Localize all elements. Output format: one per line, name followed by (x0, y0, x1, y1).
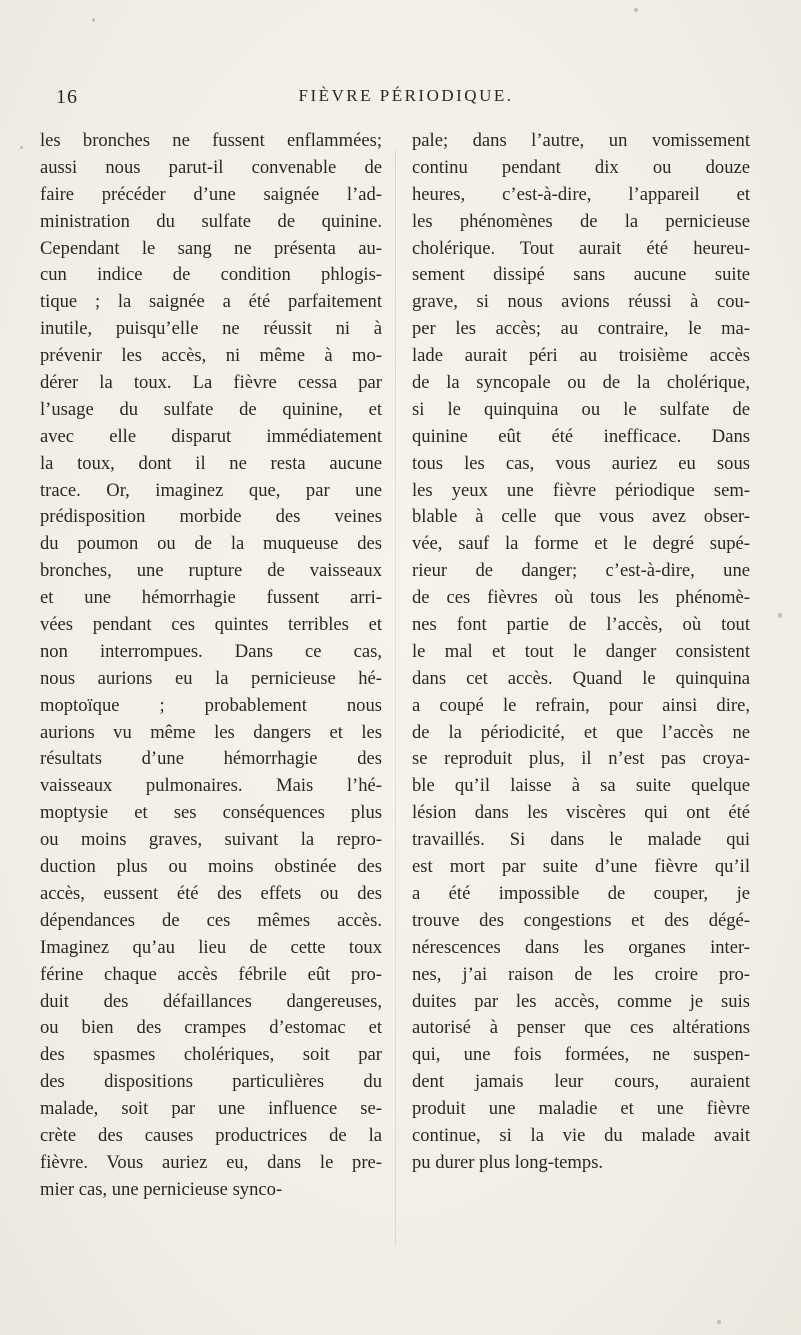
text-line: travaillés. Si dans le malade qui (412, 829, 750, 851)
text-line: pale; dans l’autre, un vomissement (412, 130, 750, 151)
text-line: inutile, puisqu’elle ne réussit ni à (40, 318, 382, 340)
text-line: et une hémorrhagie fussent arri- (40, 587, 382, 609)
text-line: accès, eussent été des effets ou des (40, 882, 382, 904)
text-line: cun indice de condition phlogis- (40, 264, 382, 286)
text-line: dépendances de ces mêmes accès. (40, 909, 382, 931)
text-line: avec elle disparut immédiatement (40, 425, 382, 447)
text-line: de la syncopale ou de la cholérique, (412, 372, 750, 394)
text-line: a été impossible de couper, je (412, 882, 750, 904)
text-line: ou moins graves, suivant la repro- (40, 829, 382, 851)
paper-speck (20, 146, 23, 149)
running-title: FIÈVRE PÉRIODIQUE. (298, 86, 514, 105)
text-line: nes, j’ai raison de les croire pro- (412, 963, 750, 985)
paper-speck (634, 8, 638, 12)
text-line: per les accès; au contraire, le ma- (412, 318, 750, 340)
text-line: dent jamais leur cours, auraient (412, 1071, 750, 1093)
text-line: non interrompues. Dans ce cas, (40, 640, 382, 662)
text-line: duites par les accès, comme je suis (412, 990, 750, 1012)
text-line: lésion dans les viscères qui ont été (412, 802, 750, 824)
text-line: sement dissipé sans aucune suite (412, 264, 750, 286)
text-line: ou bien des crampes d’estomac et (40, 1017, 382, 1039)
text-line: de ces fièvres où tous les phénomè- (412, 587, 750, 609)
text-line: rieur de danger; c’est-à-dire, une (412, 560, 750, 582)
text-line: nous aurions eu la pernicieuse hé- (40, 667, 382, 689)
text-line: autorisé à penser que ces altérations (412, 1017, 750, 1039)
text-line: résultats d’une hémorrhagie des (40, 748, 382, 770)
text-line: prédisposition morbide des veines (40, 506, 382, 528)
text-line: ministration du sulfate de quinine. (40, 210, 382, 232)
text-line: aurions vu même les dangers et les (40, 721, 382, 743)
text-line: tique ; la saignée a été parfaitement (40, 291, 382, 313)
text-line: grave, si nous avions réussi à cou- (412, 291, 750, 313)
text-line: vées pendant ces quintes terribles et (40, 614, 382, 636)
text-line: le mal et tout le danger consistent (412, 640, 750, 662)
text-line: des dispositions particulières du (40, 1071, 382, 1093)
text-line: duction plus ou moins obstinée des (40, 856, 382, 878)
text-line: se reproduit plus, il n’est pas croya- (412, 748, 750, 770)
text-line: a coupé le refrain, pour ainsi dire, (412, 694, 750, 716)
text-column-right (412, 128, 750, 1177)
text-line: la toux, dont il ne resta aucune (40, 452, 382, 474)
running-head (56, 86, 756, 116)
text-line: malade, soit par une influence se- (40, 1098, 382, 1120)
text-line: dérer la toux. La fièvre cessa par (40, 372, 382, 394)
text-line: heures, c’est-à-dire, l’appareil et (412, 183, 750, 205)
text-line: nes font partie de l’accès, où tout (412, 614, 750, 636)
text-line: fièvre. Vous auriez eu, dans le pre- (40, 1151, 382, 1173)
text-line: trace. Or, imaginez que, par une (40, 479, 382, 501)
text-line: de la périodicité, et que l’accès ne (412, 721, 750, 743)
text-line: ble qu’il laisse à sa suite quelque (412, 775, 750, 797)
text-line: nérescences dans les organes inter- (412, 936, 750, 958)
text-line: si le quinquina ou le sulfate de (412, 398, 750, 420)
text-line: est mort par suite d’une fièvre qu’il (412, 856, 750, 878)
text-line: Cependant le sang ne présenta au- (40, 237, 382, 259)
text-line: tous les cas, vous auriez eu sous (412, 452, 750, 474)
text-line: du poumon ou de la muqueuse des (40, 533, 382, 555)
text-line: vaisseaux pulmonaires. Mais l’hé- (40, 775, 382, 797)
text-line: Imaginez qu’au lieu de cette toux (40, 936, 382, 958)
text-line: mier cas, une pernicieuse synco- (40, 1178, 283, 1200)
text-line: aussi nous parut-il convenable de (40, 156, 382, 178)
text-line: des spasmes cholériques, soit par (40, 1044, 382, 1066)
paper-speck (717, 1320, 721, 1324)
text-line: l’usage du sulfate de quinine, et (40, 398, 382, 420)
text-line: faire précéder d’une saignée l’ad- (40, 183, 382, 205)
text-line: les phénomènes de la pernicieuse (412, 210, 750, 232)
text-column-left (40, 128, 382, 1204)
text-line: blable à celle que vous avez obser- (412, 506, 750, 528)
text-line: moptysie et ses conséquences plus (40, 802, 382, 824)
text-line: pu durer plus long-temps. (412, 1151, 604, 1173)
paper-speck (92, 18, 95, 22)
text-line: duit des défaillances dangereuses, (40, 990, 382, 1012)
text-line: les bronches ne fussent enflammées; (40, 130, 382, 151)
text-line: les yeux une fièvre périodique sem- (412, 479, 750, 501)
text-line: quinine eût été inefficace. Dans (412, 425, 750, 447)
text-line: lade aurait péri au troisième accès (412, 345, 750, 367)
text-line: vée, sauf la forme et le degré supé- (412, 533, 750, 555)
text-line: dans cet accès. Quand le quinquina (412, 667, 750, 689)
paper-speck (778, 613, 782, 618)
text-line: prévenir les accès, ni même à mo- (40, 345, 382, 367)
page-number: 16 (56, 86, 78, 108)
text-line: produit une maladie et une fièvre (412, 1098, 750, 1120)
text-line: bronches, une rupture de vaisseaux (40, 560, 382, 582)
text-line: qui, une fois formées, ne suspen- (412, 1044, 750, 1066)
text-line: trouve des congestions et des dégé- (412, 909, 750, 931)
column-divider (395, 150, 396, 1245)
text-line: férine chaque accès fébrile eût pro- (40, 963, 382, 985)
text-line: continu pendant dix ou douze (412, 156, 750, 178)
text-line: moptoïque ; probablement nous (40, 694, 382, 716)
text-line: crète des causes productrices de la (40, 1124, 382, 1146)
text-line: continue, si la vie du malade avait (412, 1124, 750, 1146)
text-line: cholérique. Tout aurait été heureu- (412, 237, 750, 259)
